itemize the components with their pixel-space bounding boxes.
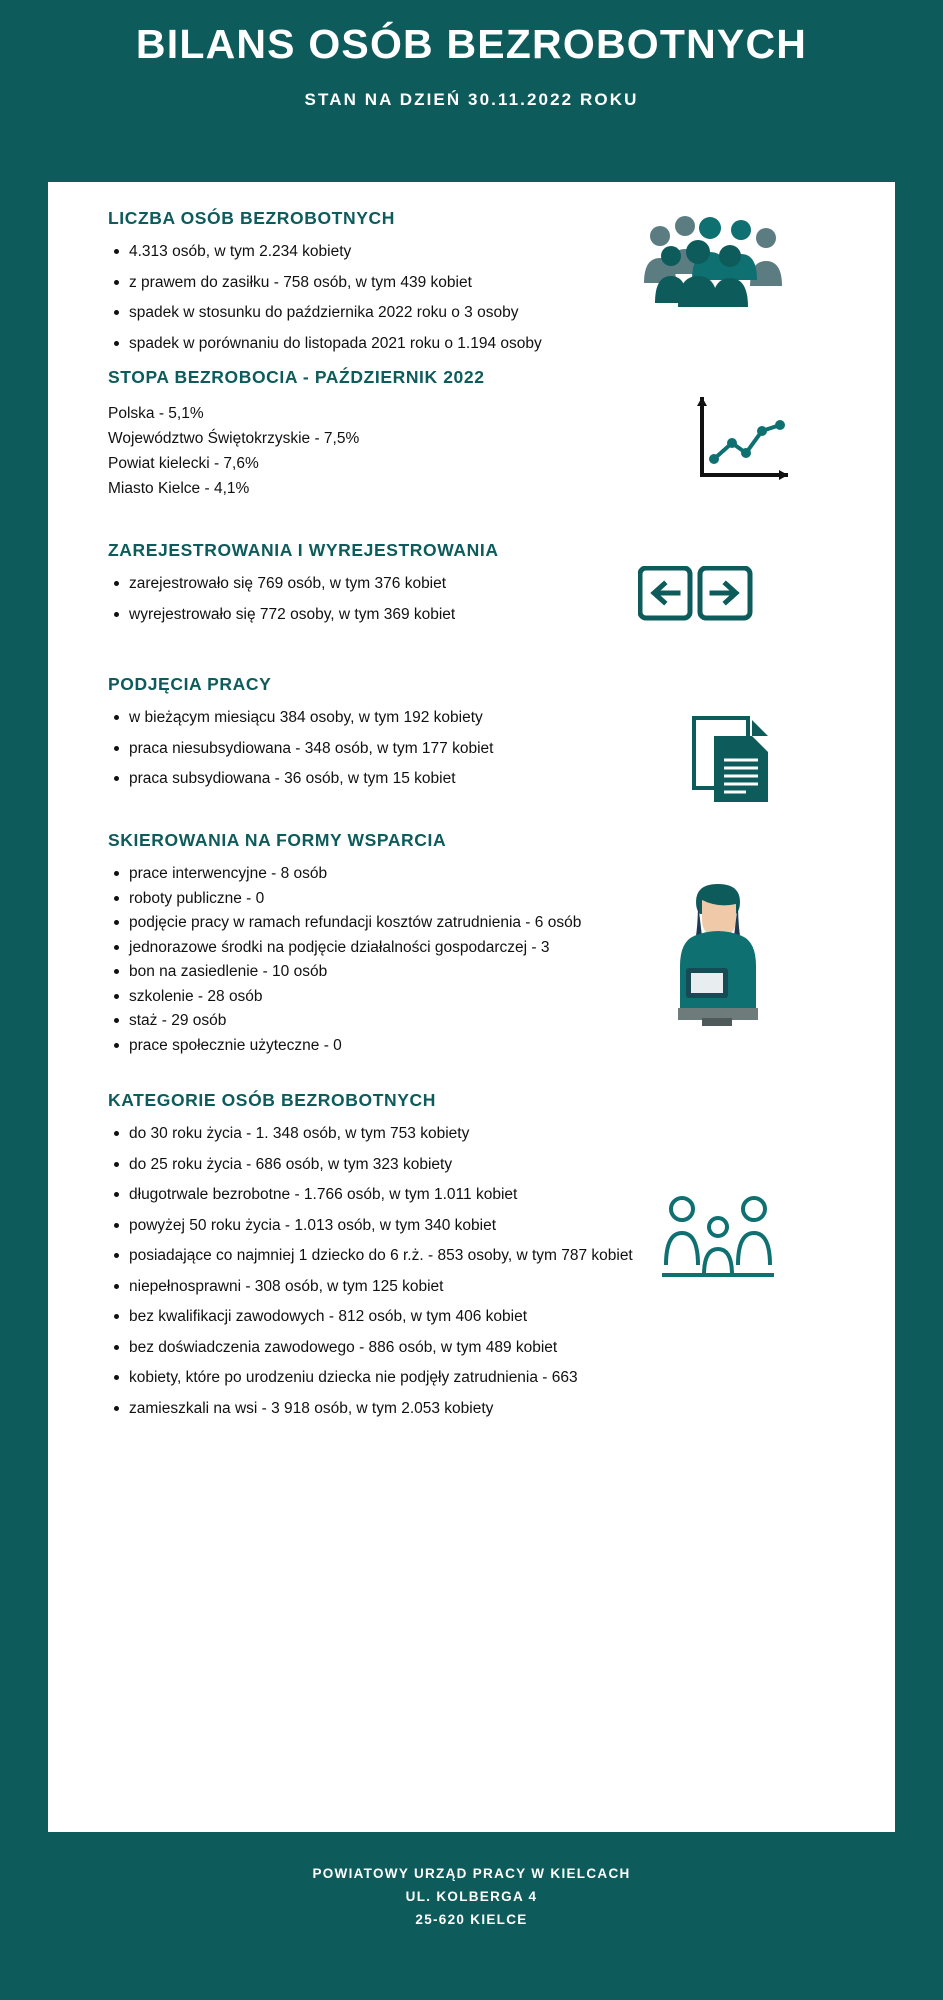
- rate-line: Polska - 5,1%: [108, 405, 204, 422]
- page-subtitle: STAN NA DZIEŃ 30.11.2022 ROKU: [304, 90, 639, 110]
- section-registrations: [108, 540, 628, 633]
- family-icon: [658, 1187, 778, 1302]
- list-item: roboty publiczne - 0: [108, 887, 668, 911]
- section-title: LICZBA OSÓB BEZROBOTNYCH: [108, 208, 395, 228]
- list-item: podjęcie pracy w ramach refundacji kosztów zatrudnienia - 6 osób: [108, 911, 668, 935]
- list-item: powyżej 50 roku życia - 1.013 osób, w tym 340 kobiet: [108, 1214, 708, 1238]
- list-item: bez doświadczenia zawodowego - 886 osób, w tym 489 kobiet: [108, 1336, 708, 1360]
- unemployment-rate-list: [108, 401, 608, 501]
- list-item: do 25 roku życia - 686 osób, w tym 323 kobiety: [108, 1153, 708, 1177]
- people-group-icon: [638, 208, 788, 313]
- section-title: SKIEROWANIA NA FORMY WSPARCIA: [108, 830, 447, 850]
- list-item: z prawem do zasiłku - 758 osób, w tym 439 kobiet: [108, 271, 668, 295]
- content-card: [48, 182, 895, 1832]
- section-title: ZAREJESTROWANIA I WYREJESTROWANIA: [108, 540, 499, 560]
- categories-list: [108, 1122, 708, 1420]
- footer-line: UL. KOLBERGA 4: [405, 1889, 538, 1905]
- section-job-placements: [108, 674, 628, 798]
- list-item: praca subsydiowana - 36 osób, w tym 15 kobiet: [108, 767, 628, 791]
- list-item: długotrwale bezrobotne - 1.766 osób, w tym 1.011 kobiet: [108, 1183, 708, 1207]
- list-item: wyrejestrowało się 772 osoby, w tym 369 kobiet: [108, 603, 628, 627]
- list-item: staż - 29 osób: [108, 1009, 668, 1033]
- list-item: do 30 roku życia - 1. 348 osób, w tym 753 kobiety: [108, 1122, 708, 1146]
- rate-line: Województwo Świętokrzyskie - 7,5%: [108, 430, 360, 448]
- section-unemployed-count: [108, 208, 668, 362]
- list-item: w bieżącym miesiącu 384 osoby, w tym 192 kobiety: [108, 706, 628, 730]
- section-title: PODJĘCIA PRACY: [108, 674, 272, 694]
- list-item: bon na zasiedlenie - 10 osób: [108, 960, 668, 984]
- section-support-forms: [108, 830, 668, 1058]
- rate-line: Powiat kielecki - 7,6%: [108, 455, 259, 473]
- list-item: prace interwencyjne - 8 osób: [108, 862, 668, 886]
- footer: [0, 1862, 943, 1932]
- list-item: praca niesubsydiowana - 348 osób, w tym 177 kobiet: [108, 737, 628, 761]
- list-item: zamieszkali na wsi - 3 918 osób, w tym 2.053 kobiety: [108, 1397, 708, 1421]
- section-title: STOPA BEZROBOCIA - PAŹDZIERNIK 2022: [108, 367, 485, 387]
- footer-line: 25-620 KIELCE: [415, 1912, 528, 1928]
- list-item: prace społecznie użyteczne - 0: [108, 1034, 668, 1058]
- list-item: 4.313 osób, w tym 2.234 kobiety: [108, 240, 668, 264]
- section-categories: [108, 1090, 708, 1427]
- list-item: bez kwalifikacji zawodowych - 812 osób, w tym 406 kobiet: [108, 1305, 708, 1329]
- page-title: BILANS OSÓB BEZROBOTNYCH: [135, 21, 808, 67]
- list-item: spadek w porównaniu do listopada 2021 roku o 1.194 osoby: [108, 332, 668, 356]
- registrations-list: [108, 572, 628, 626]
- section-title: KATEGORIE OSÓB BEZROBOTNYCH: [108, 1090, 436, 1110]
- list-item: posiadające co najmniej 1 dziecko do 6 r.ż. - 853 osoby, w tym 787 kobiet: [108, 1244, 708, 1268]
- list-item: szkolenie - 28 osób: [108, 985, 668, 1009]
- footer-line: POWIATOWY URZĄD PRACY W KIELCACH: [312, 1866, 631, 1881]
- woman-with-clipboard-icon: [658, 872, 778, 1037]
- rate-line: Miasto Kielce - 4,1%: [108, 480, 250, 498]
- list-item: kobiety, które po urodzeniu dziecka nie podjęły zatrudnienia - 663: [108, 1366, 708, 1390]
- page-header: [0, 0, 943, 110]
- list-item: zarejestrowało się 769 osób, w tym 376 kobiet: [108, 572, 628, 596]
- documents-icon: [688, 712, 788, 817]
- section-unemployment-rate: [108, 367, 608, 501]
- line-chart-icon: [688, 387, 798, 502]
- support-forms-list: [108, 862, 668, 1057]
- job-placements-list: [108, 706, 628, 791]
- left-right-arrows-icon: [638, 566, 753, 633]
- list-item: spadek w stosunku do października 2022 roku o 3 osoby: [108, 301, 668, 325]
- list-item: niepełnosprawni - 308 osób, w tym 125 kobiet: [108, 1275, 708, 1299]
- list-item: jednorazowe środki na podjęcie działalności gospodarczej - 3: [108, 936, 668, 960]
- unemployed-count-list: [108, 240, 668, 355]
